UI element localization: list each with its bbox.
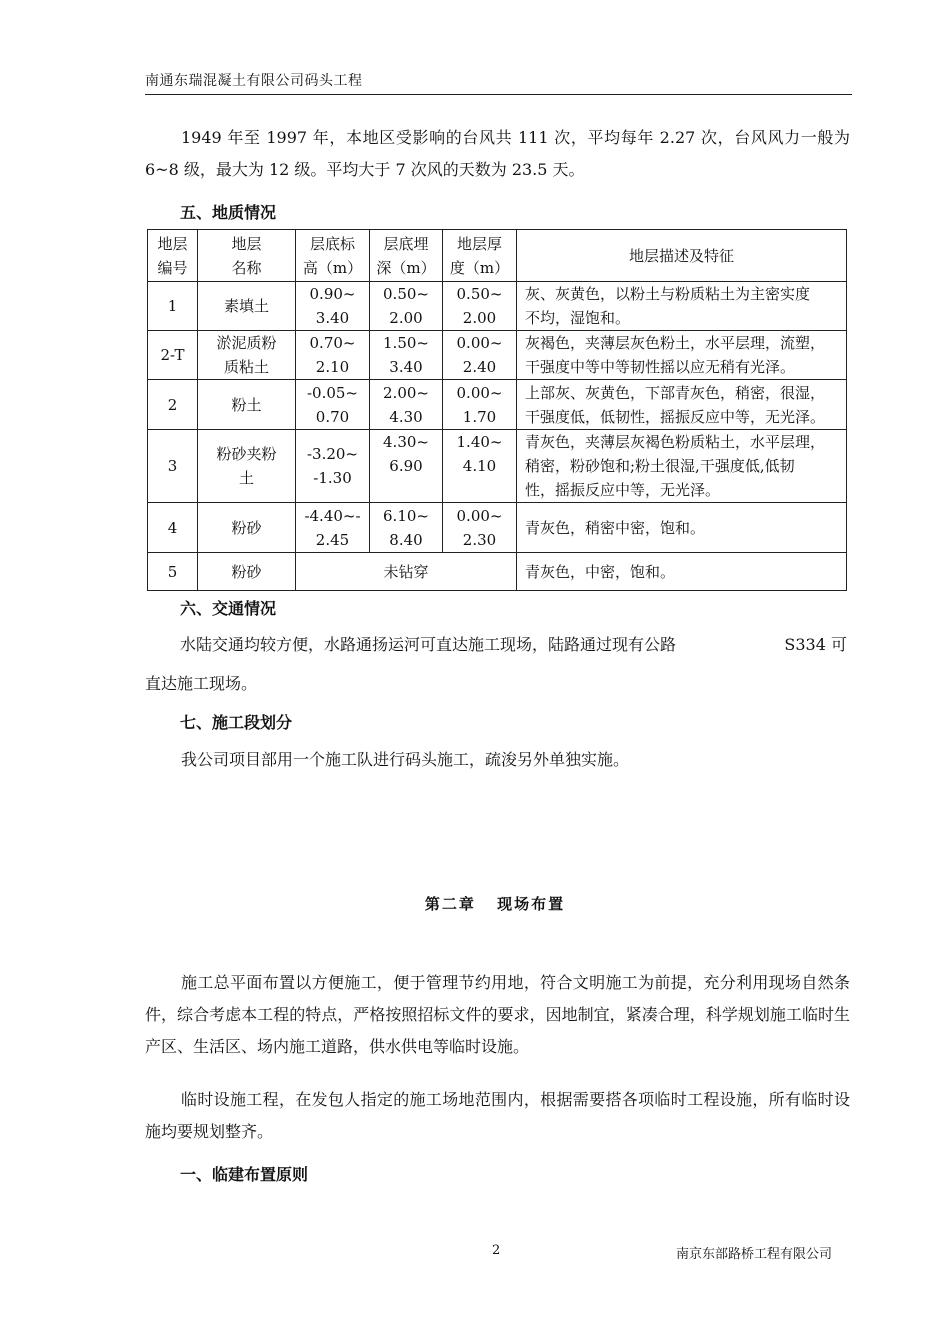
layer-depth: 4.30~ 6.90 — [370, 430, 443, 503]
merged-cell: 未钻穿 — [296, 553, 517, 591]
layer-description: 青灰色，夹薄层灰褐色粉质粘土，水平层理， 稍密，粉砂饱和;粉土很湿,干强度低,低韧 性，摇振反应中等，无光泽。 — [517, 430, 847, 503]
header-cell: 层底埋 深（m） — [370, 230, 443, 282]
layout-paragraph: 施工总平面布置以方便施工，便于管理节约用地，符合文明施工为前提，充分利用现场自然条件，综合考虑本工程的特点，严格按照招标文件的要求，因地制宜，紧凑合理，科学规划施工临时生产区、生活区、场内施工道路，供水供电等临时设施。 — [145, 973, 850, 1056]
chapter-title: 第二章 现场布置 — [424, 895, 566, 913]
layer-elevation: -4.40~- 2.45 — [296, 503, 370, 553]
page-number: 2 — [492, 1243, 501, 1258]
footer-company: 南京东部路桥工程有限公司 — [676, 1247, 833, 1262]
header-cell: 地层厚 度（m） — [443, 230, 517, 282]
layer-description: 灰、灰黄色，以粉土与粉质粘土为主密实度 不均，湿饱和。 — [517, 282, 847, 331]
header-cell: 地层 编号 — [148, 230, 198, 282]
layer-depth: 1.50~ 3.40 — [370, 331, 443, 380]
layer-depth: 2.00~ 4.30 — [370, 380, 443, 430]
layer-description: 灰褐色，夹薄层灰色粉土，水平层理，流塑， 干强度中等中等韧性摇以应无稍有光泽。 — [517, 331, 847, 380]
section-heading-principles: 一、临建布置原则 — [180, 1165, 309, 1184]
layer-description: 上部灰、灰黄色，下部青灰色，稍密，很湿， 干强度低，低韧性，摇振反应中等，无光泽。 — [517, 380, 847, 430]
table-row — [148, 553, 847, 591]
layer-description: 青灰色，中密，饱和。 — [517, 553, 847, 591]
layer-thickness: 0.00~ 2.30 — [443, 503, 517, 553]
layer-name: 粉砂夹粉 土 — [198, 430, 296, 503]
table-row — [148, 380, 847, 430]
road-code: S334 可 — [784, 635, 847, 654]
layer-depth: 6.10~ 8.40 — [370, 503, 443, 553]
traffic-text: 水陆交通均较方便，水路通扬运河可直达施工现场，陆路通过现有公路 — [180, 635, 677, 654]
table-row — [148, 430, 847, 503]
temporary-facilities-paragraph: 临时设施工程，在发包人指定的施工场地范围内，根据需要搭各项临时工程设施，所有临时设施均要规划整齐。 — [145, 1090, 850, 1141]
header-cell: 地层 名称 — [198, 230, 296, 282]
layer-description: 青灰色，稍密中密，饱和。 — [517, 503, 847, 553]
layer-elevation: 0.90~ 3.40 — [296, 282, 370, 331]
layer-elevation: -0.05~ 0.70 — [296, 380, 370, 430]
layer-elevation: 0.70~ 2.10 — [296, 331, 370, 380]
layer-no: 1 — [148, 282, 198, 331]
layer-thickness: 0.00~ 1.70 — [443, 380, 517, 430]
layer-no: 4 — [148, 503, 198, 553]
layer-elevation: -3.20~ -1.30 — [296, 430, 370, 503]
table-row — [148, 282, 847, 331]
layer-thickness: 0.00~ 2.40 — [443, 331, 517, 380]
segments-paragraph: 我公司项目部用一个施工队进行码头施工，疏浚另外单独实施。 — [181, 750, 630, 769]
layer-name: 素填土 — [198, 282, 296, 331]
table-row — [148, 503, 847, 553]
section-heading-traffic: 六、交通情况 — [180, 599, 277, 618]
section-heading-segments: 七、施工段划分 — [180, 713, 293, 732]
layer-name: 粉土 — [198, 380, 296, 430]
layer-name: 淤泥质粉 质粘土 — [198, 331, 296, 380]
header-cell: 地层描述及特征 — [517, 230, 847, 282]
layer-no: 3 — [148, 430, 198, 503]
typhoon-paragraph: 1949 年至 1997 年，本地区受影响的台风共 111 次，平均每年 2.27 次，台风风力一般为 6~8 级，最大为 12 级。平均大于 7 次风的天数为 23.5 天。 — [145, 128, 850, 179]
layer-no: 2-T — [148, 331, 198, 380]
section-heading-geology: 五、地质情况 — [180, 203, 277, 222]
layer-depth: 0.50~ 2.00 — [370, 282, 443, 331]
traffic-line-1 — [180, 629, 850, 661]
layer-no: 2 — [148, 380, 198, 430]
table-header-row — [148, 230, 847, 282]
running-header: 南通东瑞混凝土有限公司码头工程 — [145, 73, 363, 89]
layer-no: 5 — [148, 553, 198, 591]
header-rule — [145, 94, 852, 95]
layer-thickness: 0.50~ 2.00 — [443, 282, 517, 331]
layer-name: 粉砂 — [198, 503, 296, 553]
layer-thickness: 1.40~ 4.10 — [443, 430, 517, 503]
layer-name: 粉砂 — [198, 553, 296, 591]
table-row — [148, 331, 847, 380]
traffic-line-2: 直达施工现场。 — [145, 674, 258, 693]
geology-table — [147, 229, 847, 591]
header-cell: 层底标 高（m） — [296, 230, 370, 282]
